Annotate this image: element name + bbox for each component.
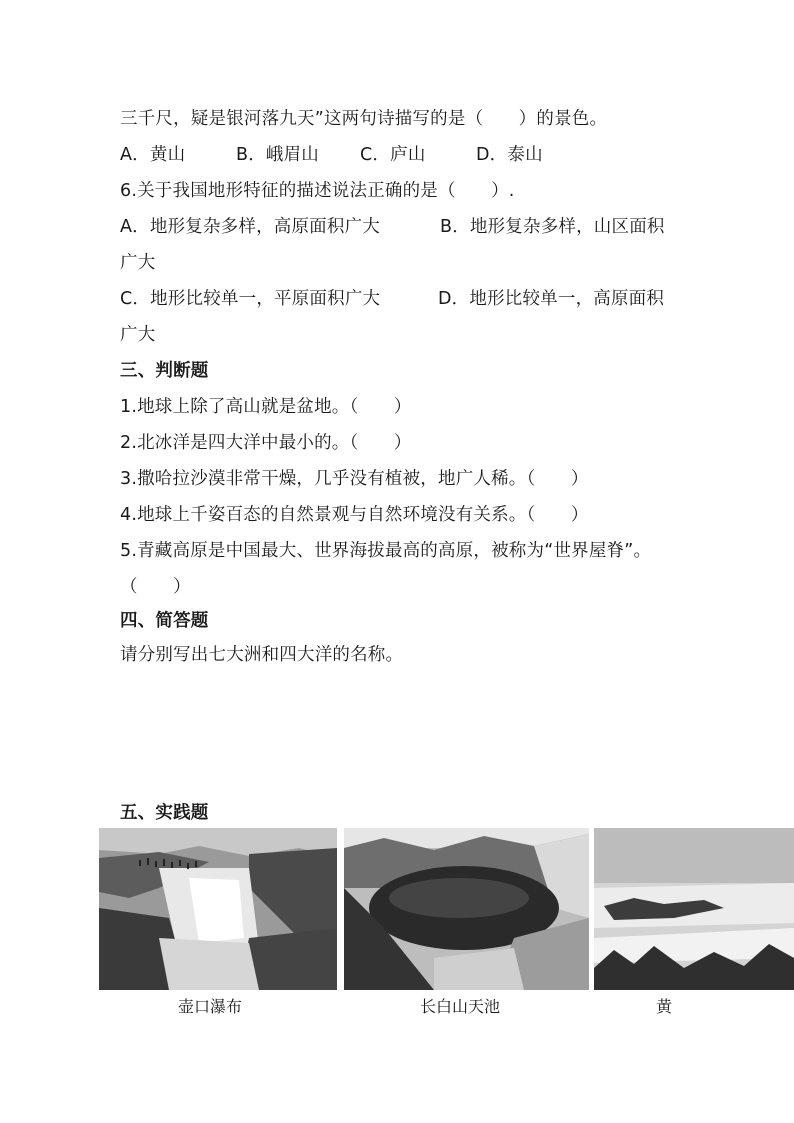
q6-option-b: B．地形复杂多样，山区面积: [440, 217, 665, 237]
judge-item-4: 4.地球上千姿百态的自然景观与自然环境没有关系。（ ）: [120, 505, 589, 525]
section-heading-practice: 五、实践题: [120, 803, 209, 823]
section-heading-judgement: 三、判断题: [120, 361, 209, 381]
q6-option-b-continuation: 广大: [120, 253, 156, 273]
judge-item-2: 2.北冰洋是四大洋中最小的。（ ）: [120, 433, 412, 453]
q6-stem: 6.关于我国地形特征的描述说法正确的是（ ）.: [120, 181, 515, 201]
photo-huangshan-clouds: [594, 828, 794, 990]
photo-caption-changbai: 长白山天池: [420, 997, 501, 1016]
q5-option-c: C．庐山: [360, 145, 426, 165]
photo-changbai-tianchi: [344, 828, 589, 990]
q6-option-d: D．地形比较单一，高原面积: [438, 289, 665, 309]
q5-option-d: D．泰山: [476, 145, 543, 165]
q6-option-d-continuation: 广大: [120, 325, 156, 345]
photo-caption-hukou: 壶口瀑布: [178, 997, 243, 1016]
q6-options-cd: [120, 288, 680, 310]
q5-options: [120, 144, 560, 166]
section-heading-short-answer: 四、简答题: [120, 611, 209, 631]
short-answer-question: 请分别写出七大洲和四大洋的名称。: [120, 645, 404, 665]
q6-option-a: A．地形复杂多样，高原面积广大: [120, 217, 380, 237]
judge-item-5: 5.青藏高原是中国最大、世界海拔最高的高原，被称为“世界屋脊”。: [120, 541, 652, 561]
q5-option-b: B．峨眉山: [236, 145, 320, 165]
judge-item-1: 1.地球上除了高山就是盆地。（ ）: [120, 397, 412, 417]
q6-options-ab: [120, 216, 680, 238]
photo-caption-huang: 黄: [656, 997, 673, 1016]
photo-hukou-waterfall: [99, 828, 337, 990]
q5-option-a: A．黄山: [120, 145, 186, 165]
judge-item-5-continuation: （ ）: [120, 577, 191, 597]
q6-option-c: C．地形比较单一，平原面积广大: [120, 289, 381, 309]
q5-continuation: 三千尺，疑是银河落九天”这两句诗描写的是（ ）的景色。: [120, 109, 608, 129]
judge-item-3: 3.撒哈拉沙漠非常干燥，几乎没有植被，地广人稀。（ ）: [120, 469, 589, 489]
